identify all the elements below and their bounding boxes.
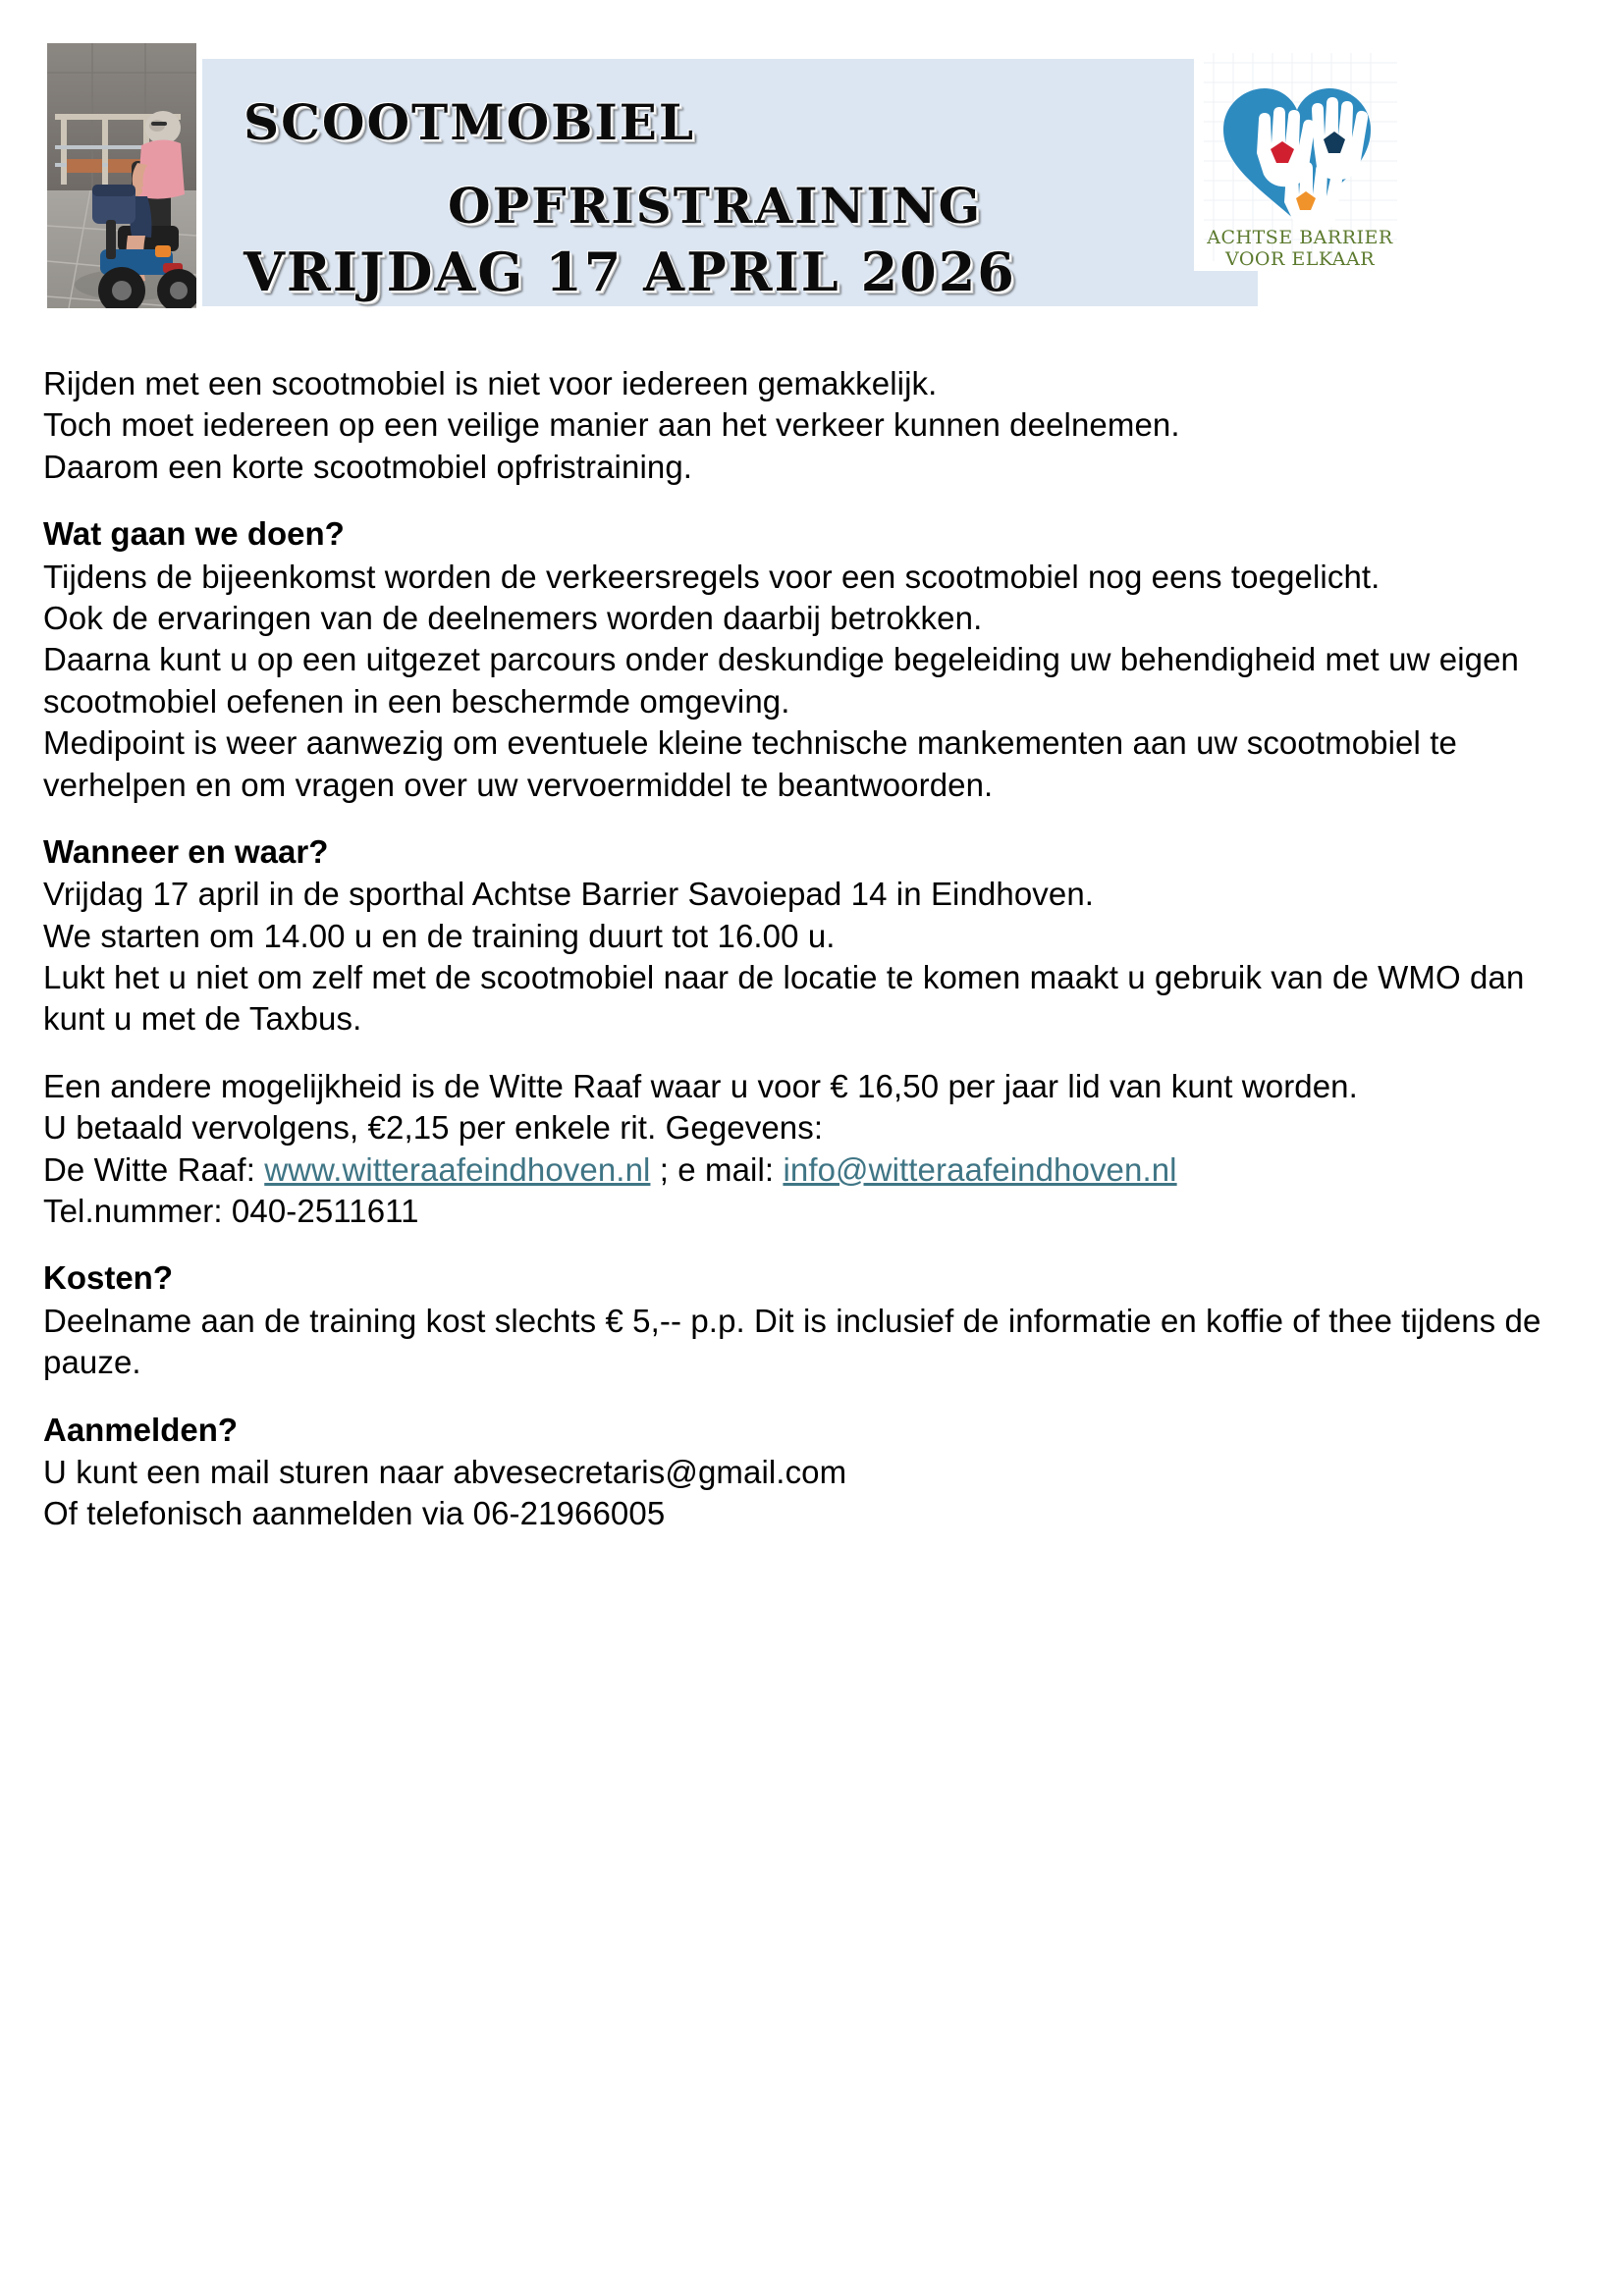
wat-line-3: Daarna kunt u op een uitgezet parcours onder deskundige begeleiding uw behendigheid met uw eigen scootmobiel oefenen in een beschermde omgeving.: [43, 641, 1519, 720]
intro-line-1: Rijden met een scootmobiel is niet voor iedereen gemakkelijk.: [43, 365, 938, 401]
witteraaf-line-2: U betaald vervolgens, €2,15 per enkele rit. Gegevens:: [43, 1109, 824, 1147]
section-wanneer-en-waar: [43, 831, 1575, 1041]
poster-header: [47, 43, 1407, 308]
heading-wanneer-en-waar: Wanneer en waar?: [43, 832, 329, 870]
witteraaf-email-label: ; e mail:: [650, 1150, 784, 1188]
aanmelden-line-2: Of telefonisch aanmelden via 06-21966005: [43, 1495, 666, 1532]
witteraaf-line-1: Een andere mogelijkheid is de Witte Raaf waar u voor € 16,50 per jaar lid van kunt worden.: [43, 1067, 1358, 1104]
witteraaf-contact-line: [43, 1149, 1575, 1191]
heading-wat-gaan-we-doen: Wat gaan we doen?: [43, 515, 345, 553]
wanneer-line-2: We starten om 14.00 u en de training duurt tot 16.00 u.: [43, 917, 836, 954]
witteraaf-phone-line: Tel.nummer: 040-2511611: [43, 1193, 419, 1230]
kosten-line-1: Deelname aan de training kost slechts € 5,-- p.p. Dit is inclusief de informatie en koffie of thee tijdens de pauze.: [43, 1302, 1542, 1381]
wat-line-2: Ook de ervaringen van de deelnemers worden daarbij betrokken.: [43, 599, 983, 636]
intro-section: [43, 363, 1575, 488]
section-wat-gaan-we-doen: [43, 513, 1575, 806]
witteraaf-label: De Witte Raaf:: [43, 1150, 265, 1188]
section-witte-raaf: [43, 1066, 1575, 1233]
wanneer-line-3: Lukt het u niet om zelf met de scootmobiel naar de locatie te komen maakt u gebruik van de WMO dan kunt u met de Taxbus.: [43, 959, 1525, 1038]
heading-aanmelden: Aanmelden?: [43, 1411, 239, 1448]
intro-line-3: Daarom een korte scootmobiel opfristraining.: [43, 448, 693, 485]
witteraaf-email-link[interactable]: info@witteraafeindhoven.nl: [783, 1150, 1177, 1188]
logo-text-line-1: ACHTSE BARRIER: [1207, 227, 1393, 248]
poster-title-line-3: VRIJDAG 17 APRIL 2026: [244, 240, 1016, 303]
intro-line-2: Toch moet iedereen op een veilige manier aan het verkeer kunnen deelnemen.: [43, 406, 1180, 444]
logo-text-line-2: VOOR ELKAAR: [1224, 248, 1376, 270]
achtse-barrier-voor-elkaar-logo: [1194, 43, 1407, 271]
wanneer-line-1: Vrijdag 17 april in de sporthal Achtse Barrier Savoiepad 14 in Eindhoven.: [43, 876, 1095, 913]
wat-line-4: Medipoint is weer aanwezig om eventuele kleine technische mankementen aan uw scootmobiel te verhelpen en om vragen over uw vervoermiddel te beantwoorden.: [43, 724, 1457, 803]
scootmobiel-photo: [47, 43, 196, 308]
wat-line-1: Tijdens de bijeenkomst worden de verkeersregels voor een scootmobiel nog eens toegelicht.: [43, 558, 1380, 595]
section-aanmelden: [43, 1410, 1575, 1535]
witteraaf-website-link[interactable]: www.witteraafeindhoven.nl: [264, 1150, 651, 1188]
poster-title-line-2: OPFRISTRAINING: [448, 177, 983, 235]
poster-content: [43, 363, 1575, 1535]
heading-kosten: Kosten?: [43, 1259, 173, 1297]
section-kosten: [43, 1257, 1575, 1383]
poster-title-line-1: SCOOTMOBIEL: [244, 93, 696, 151]
aanmelden-line-1: U kunt een mail sturen naar abvesecretaris@gmail.com: [43, 1453, 847, 1490]
title-banner: [202, 59, 1258, 306]
